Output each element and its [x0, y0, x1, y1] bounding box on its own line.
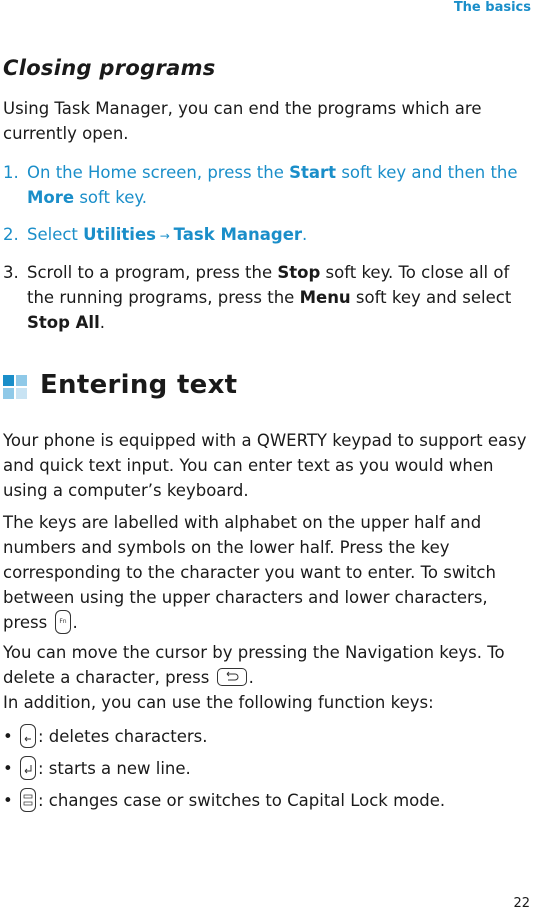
- arrow-icon: →: [155, 229, 174, 243]
- intro-paragraph: Using Task Manager, you can end the programs which are currently open.: [3, 99, 482, 143]
- delete-key-icon: [20, 724, 36, 748]
- svg-text:Fn: Fn: [58, 617, 67, 625]
- start-keyword: Start: [289, 163, 337, 182]
- paragraph-text: The keys are labelled with alphabet on the upper half and numbers and symbols on the lower half. Press the key corresponding to the character you want to enter. To switch between using the upper characters and lower characters, press: [3, 513, 496, 632]
- enter-key-icon: [20, 756, 36, 780]
- step-1: [3, 160, 533, 210]
- task-manager-keyword: Task Manager: [173, 225, 303, 244]
- fn-key-icon: [55, 610, 71, 634]
- step-text: soft key.: [74, 188, 148, 207]
- paragraph-cursor: [3, 640, 533, 690]
- stop-keyword: Stop: [277, 263, 321, 282]
- step-text: On the Home screen, press the: [27, 163, 290, 182]
- step-text: soft key and select: [350, 288, 512, 307]
- paragraph-function-keys: In addition, you can use the following function keys:: [3, 693, 434, 712]
- step-text: soft key. To close all of the running programs, press the: [27, 263, 510, 307]
- paragraph-keys: [3, 510, 533, 636]
- page-number: 22: [513, 896, 530, 911]
- running-header: The basics: [453, 0, 531, 15]
- section-icon: [3, 375, 27, 399]
- step-3: [3, 260, 533, 335]
- step-text: .: [302, 225, 308, 244]
- stop-all-keyword: Stop All: [27, 313, 100, 332]
- back-key-icon: [217, 668, 247, 686]
- section-title-closing-programs: Closing programs: [3, 56, 216, 80]
- utilities-keyword: Utilities: [83, 225, 156, 244]
- step-number: 1.: [3, 163, 19, 182]
- list-item-text: : changes case or switches to Capital Lock mode.: [37, 791, 446, 810]
- list-item-text: : starts a new line.: [37, 759, 191, 778]
- more-keyword: More: [27, 188, 75, 207]
- step-number: 2.: [3, 225, 19, 244]
- paragraph-text: You can move the cursor by pressing the Navigation keys. To delete a character, press: [3, 643, 505, 687]
- step-text: soft key and then the: [336, 163, 518, 182]
- paragraph-text: .: [72, 613, 78, 632]
- paragraph-qwerty: Your phone is equipped with a QWERTY keypad to support easy and quick text input. You can enter text as you would when using a computer’s keyboard.: [3, 431, 527, 500]
- menu-keyword: Menu: [299, 288, 351, 307]
- step-number: 3.: [3, 263, 19, 282]
- section-title-entering-text: Entering text: [40, 370, 238, 400]
- list-item: • : starts a new line.: [3, 756, 191, 782]
- step-text: Select: [27, 225, 84, 244]
- step-2: [3, 222, 533, 249]
- paragraph-text: .: [248, 668, 254, 687]
- shift-key-icon: [20, 788, 36, 812]
- list-item: • : deletes characters.: [3, 724, 207, 750]
- list-item: • : changes case or switches to Capital Lock mode.: [3, 788, 445, 814]
- step-text: .: [99, 313, 105, 332]
- step-text: Scroll to a program, press the: [27, 263, 278, 282]
- list-item-text: : deletes characters.: [37, 727, 208, 746]
